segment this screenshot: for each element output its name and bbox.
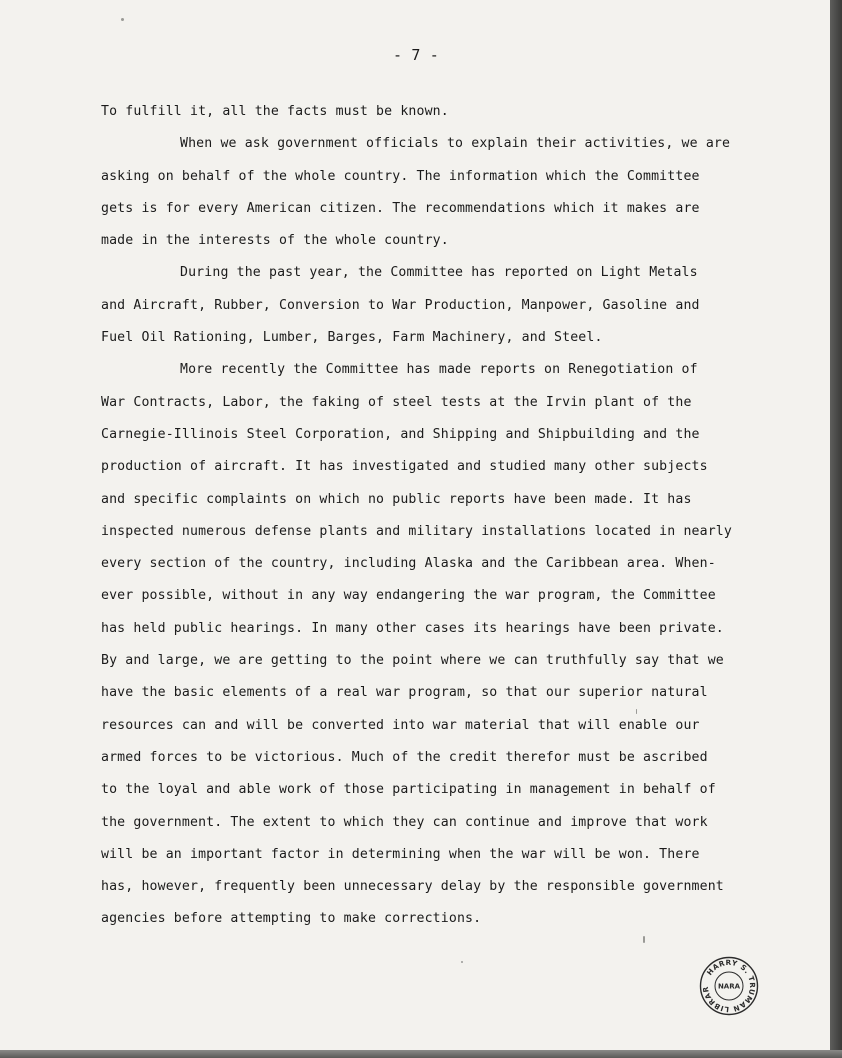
text-line: armed forces to be victorious. Much of the credit therefor must be ascribed — [101, 749, 708, 765]
text-line: When we ask government officials to explain their activities, we are — [180, 136, 731, 152]
text-line: will be an important factor in determining when the war will be won. There — [101, 846, 700, 862]
text-line: agencies before attempting to make corrections. — [101, 911, 482, 927]
text-line: and specific complaints on which no public reports have been made. It has — [101, 491, 692, 507]
text-line: every section of the country, including Alaska and the Caribbean area. When- — [101, 556, 716, 572]
scan-edge-bottom — [0, 1050, 842, 1058]
text-line: During the past year, the Committee has reported on Light Metals — [180, 265, 698, 281]
stamp-seal-icon — [699, 956, 759, 1016]
paper-speck — [636, 709, 637, 714]
library-stamp-icon — [699, 956, 759, 1016]
text-line: gets is for every American citizen. The recommendations which it makes are — [101, 200, 700, 216]
paper-speck — [643, 936, 645, 943]
text-line: Fuel Oil Rationing, Lumber, Barges, Farm Machinery, and Steel. — [101, 330, 603, 346]
body-text — [101, 96, 741, 936]
text-line: asking on behalf of the whole country. The information which the Committee — [101, 168, 700, 184]
text-line: have the basic elements of a real war program, so that our superior natural — [101, 685, 708, 701]
paper-speck — [121, 18, 124, 21]
text-line: has held public hearings. In many other cases its hearings have been private. — [101, 620, 724, 636]
text-line: the government. The extent to which they can continue and improve that work — [101, 814, 708, 830]
scan-edge-right — [830, 0, 842, 1058]
text-line: By and large, we are getting to the point where we can truthfully say that we — [101, 653, 724, 669]
text-line: inspected numerous defense plants and military installations located in nearly — [101, 523, 732, 539]
text-line: production of aircraft. It has investigated and studied many other subjects — [101, 459, 708, 475]
page-number: - 7 - — [393, 46, 439, 64]
text-line: and Aircraft, Rubber, Conversion to War Production, Manpower, Gasoline and — [101, 297, 700, 313]
text-line: War Contracts, Labor, the faking of steel tests at the Irvin plant of the — [101, 394, 692, 410]
paper-speck — [461, 961, 463, 963]
text-line: More recently the Committee has made reports on Renegotiation of — [180, 362, 698, 378]
svg-text:HARRY S. TRUMAN LIBRARY: HARRY S. TRUMAN LIBRAR — [700, 957, 758, 1015]
text-line: Carnegie-Illinois Steel Corporation, and Shipping and Shipbuilding and the — [101, 426, 700, 442]
svg-text:NARA: NARA — [717, 982, 741, 991]
text-line: to the loyal and able work of those participating in management in behalf of — [101, 782, 716, 798]
text-line: has, however, frequently been unnecessary delay by the responsible government — [101, 879, 724, 895]
text-line: resources can and will be converted into war material that will enable our — [101, 717, 700, 733]
text-line: To fulfill it, all the facts must be known. — [101, 104, 449, 119]
text-line: made in the interests of the whole country. — [101, 233, 449, 249]
text-line: ever possible, without in any way endangering the war program, the Committee — [101, 588, 716, 604]
